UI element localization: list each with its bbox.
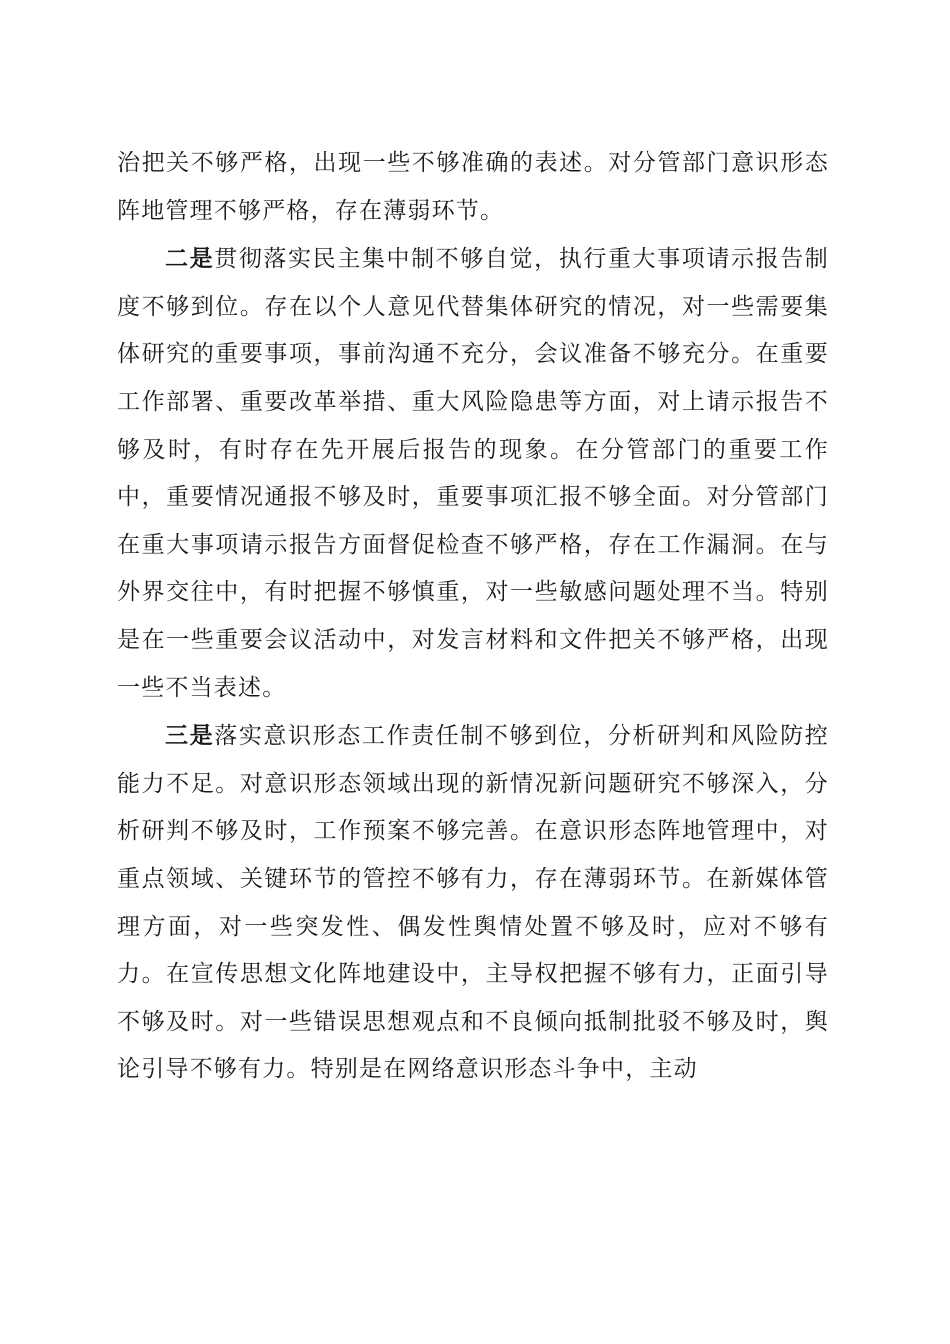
paragraph-three [117, 712, 829, 1094]
document-body [117, 140, 829, 1094]
paragraph-text: 治把关不够严格，出现一些不够准确的表述。对分管部门意识形态阵地管理不够严格，存在薄弱环节。 [117, 150, 829, 224]
paragraph-text: 落实意识形态工作责任制不够到位，分析研判和风险防控能力不足。对意识形态领域出现的新情况新问题研究不够深入，分析研判不够及时，工作预案不够完善。在意识形态阵地管理中，对重点领域、关键环节的管控不够有力，存在薄弱环节。在新媒体管理方面，对一些突发性、偶发性舆情处置不够及时，应对不够有力。在宣传思想文化阵地建设中，主导权把握不够有力，正面引导不够及时。对一些错误思想观点和不良倾向抵制批驳不够及时，舆论引导不够有力。特别是在网络意识形态斗争中，主动 [117, 723, 829, 1083]
paragraph-lead: 二是 [165, 245, 215, 273]
paragraph-continued [117, 140, 829, 235]
paragraph-two [117, 235, 829, 712]
paragraph-text: 贯彻落实民主集中制不够自觉，执行重大事项请示报告制度不够到位。存在以个人意见代替集体研究的情况，对一些需要集体研究的重要事项，事前沟通不充分，会议准备不够充分。在重要工作部署、重要改革举措、重大风险隐患等方面，对上请示报告不够及时，有时存在先开展后报告的现象。在分管部门的重要工作中，重要情况通报不够及时，重要事项汇报不够全面。对分管部门在重大事项请示报告方面督促检查不够严格，存在工作漏洞。在与外界交往中，有时把握不够慎重，对一些敏感问题处理不当。特别是在一些重要会议活动中，对发言材料和文件把关不够严格，出现一些不当表述。 [117, 246, 829, 701]
paragraph-lead: 三是 [165, 722, 215, 750]
